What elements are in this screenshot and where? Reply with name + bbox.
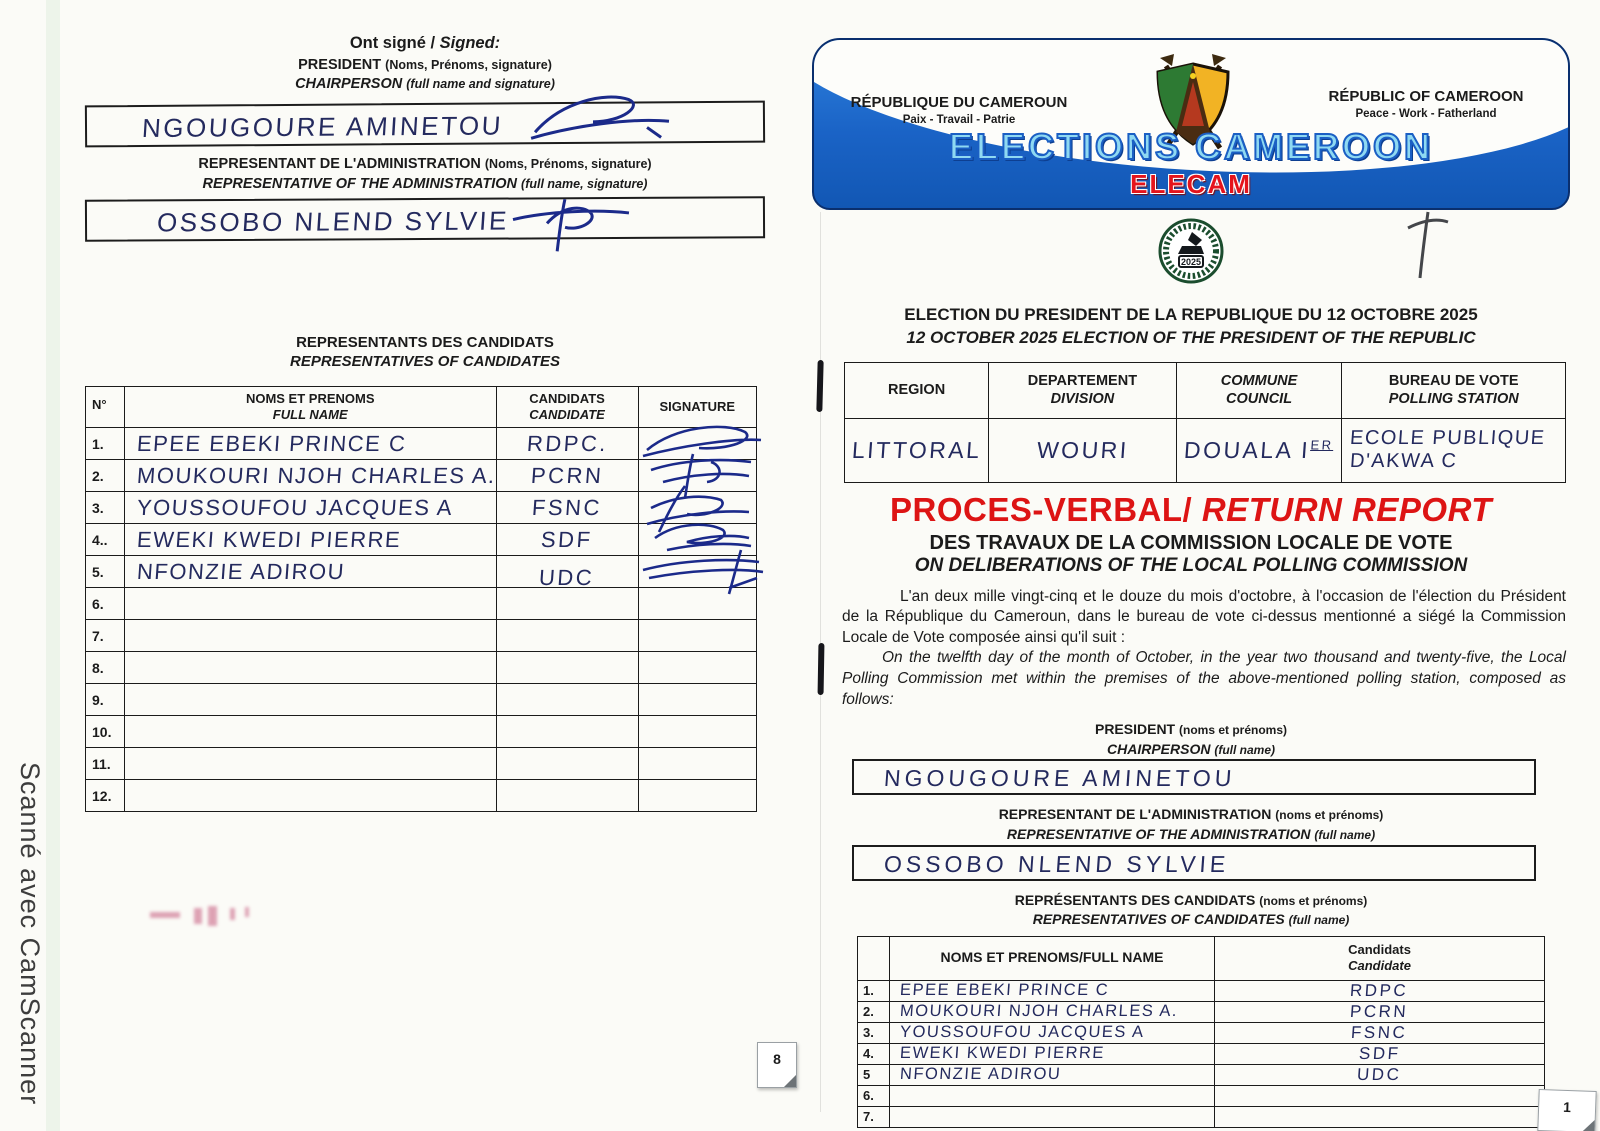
table-row: 11. bbox=[86, 748, 757, 780]
col-name: NOMS ET PRENOMS/FULL NAME bbox=[890, 936, 1215, 980]
location-header-row bbox=[845, 362, 1566, 418]
table-row: 1. EPEE EBEKI PRINCE C RDPC. bbox=[86, 428, 757, 460]
signed-heading-fr: Ont signé / bbox=[349, 34, 436, 52]
scan-edge-strip bbox=[46, 0, 60, 1131]
body-paragraph-fr: L'an deux mille vingt-cinq et le douze du mois d'octobre, à l'occasion de l'élection du Président de la République du Cameroun, dans le bureau de vote ci-dessus mentionné a siégé la Commission Locale de Vote composée ainsi qu'il suit : bbox=[842, 587, 1566, 646]
admin-label: REPRESENTANT DE L'ADMINISTRATION (noms et prénoms) REPRESENTATIVE OF THE ADMINISTRATION (full name) bbox=[998, 806, 1384, 842]
admin-name-handwritten: OSSOBO NLEND SYLVIE bbox=[156, 205, 510, 238]
table-header-row bbox=[858, 936, 1545, 980]
body-paragraph-en: On the twelfth day of the month of October, in the year two thousand and twenty-five, the Local Polling Commission met within the premises of the above-mentioned polling station, composed as follows: bbox=[842, 649, 1566, 708]
admin-name-box bbox=[852, 845, 1536, 881]
table-row: 12. bbox=[86, 780, 757, 812]
table-row: 6. bbox=[86, 588, 757, 620]
rep-candidate: UDC bbox=[1356, 1064, 1403, 1084]
polling-station-value: ECOLE PUBLIQUE D'AKWA C bbox=[1342, 418, 1566, 482]
col-division: DEPARTEMENT DIVISION bbox=[989, 362, 1176, 418]
admin-label-en: REPRESENTATIVE OF THE ADMINISTRATION (full name, signature) bbox=[202, 175, 648, 192]
rep-candidate: FSNC bbox=[1350, 1022, 1409, 1042]
council-value: DOUALA IER bbox=[1183, 436, 1335, 463]
president-label: PRESIDENT (Noms, Prénoms, signature) bbox=[298, 56, 552, 73]
table-row: 7. bbox=[86, 620, 757, 652]
right-page bbox=[812, 38, 1570, 1128]
pv-subtitle-en: ON DELIBERATIONS OF THE LOCAL POLLING COMMISSION bbox=[914, 554, 1468, 576]
left-page bbox=[85, 32, 765, 812]
table-row: 2. MOUKOURI NJOH CHARLES A. PCRN bbox=[858, 1001, 1545, 1022]
rep-candidate: PCRN bbox=[530, 462, 605, 488]
col-number bbox=[858, 936, 890, 980]
faint-ink-stamp bbox=[150, 902, 280, 932]
table-row: 3. YOUSSOUFOU JACQUES A FSNC bbox=[86, 492, 757, 524]
page-number-badge-left: 8 bbox=[757, 1042, 797, 1088]
svg-text:2025: 2025 bbox=[1180, 257, 1202, 267]
location-table bbox=[844, 362, 1566, 483]
col-candidate: CANDIDATS CANDIDATE bbox=[496, 386, 638, 428]
table-row: 5. NFONZIE ADIROU UDC bbox=[86, 556, 757, 588]
table-row: 9. bbox=[86, 684, 757, 716]
table-row: 7. bbox=[858, 1106, 1545, 1127]
rep-name: EWEKI KWEDI PIERRE bbox=[899, 1044, 1106, 1063]
country-title-en: RÉPUBLIC OF CAMEROON Peace - Work - Fatherland bbox=[1328, 88, 1524, 120]
reps-title: REPRÉSENTANTS DES CANDIDATS (noms et prénoms) REPRESENTATIVES OF CANDIDATES (full name) bbox=[1014, 891, 1368, 928]
admin-name-handwritten: OSSOBO NLEND SYLVIE bbox=[883, 850, 1231, 877]
col-polling-station: BUREAU DE VOTE POLLING STATION bbox=[1342, 362, 1566, 418]
president-label: PRESIDENT (noms et prénoms) CHAIRPERSON (full name) bbox=[1094, 721, 1288, 757]
reps-title: REPRESENTANTS DES CANDIDATS REPRESENTATIVES OF CANDIDATES bbox=[289, 334, 561, 370]
rep-name: NFONZIE ADIROU bbox=[899, 1065, 1062, 1084]
location-values-row bbox=[845, 418, 1566, 482]
signed-heading bbox=[85, 32, 765, 95]
representatives-table bbox=[85, 386, 757, 813]
table-row: 8. bbox=[86, 652, 757, 684]
rep-candidate: RDPC bbox=[1349, 980, 1410, 1000]
col-council: COMMUNE COUNCIL bbox=[1176, 362, 1342, 418]
table-row: 2. MOUKOURI NJOH CHARLES A. PCRN bbox=[86, 460, 757, 492]
rep-candidate: FSNC bbox=[531, 494, 603, 520]
table-row: 4. EWEKI KWEDI PIERRE SDF bbox=[858, 1043, 1545, 1064]
rep-name: MOUKOURI NJOH CHARLES A. bbox=[899, 1002, 1179, 1021]
division-value: WOURI bbox=[1035, 436, 1130, 463]
handwritten-pen-mark bbox=[1398, 206, 1452, 284]
rep-name: EWEKI KWEDI PIERRE bbox=[136, 526, 402, 552]
representatives-table bbox=[857, 936, 1545, 1128]
elecam-banner bbox=[812, 38, 1570, 210]
president-signature-scribble bbox=[527, 87, 677, 158]
region-value: LITTORAL bbox=[850, 436, 983, 463]
table-row: 6. bbox=[858, 1085, 1545, 1106]
election-2025-logo-icon bbox=[1158, 218, 1224, 288]
president-name-handwritten: NGOUGOURE AMINETOU bbox=[141, 110, 504, 144]
rep-name: YOUSSOUFOU JACQUES A bbox=[136, 494, 454, 520]
col-name: NOMS ET PRENOMS FULL NAME bbox=[124, 386, 496, 428]
table-row: 1. EPEE EBEKI PRINCE C RDPC bbox=[858, 980, 1545, 1001]
org-abbr: ELECAM bbox=[1130, 169, 1252, 199]
admin-signature-box bbox=[85, 196, 765, 242]
camscanner-watermark: Scanné avec CamScanner bbox=[15, 762, 45, 1106]
col-signature: SIGNATURE bbox=[638, 386, 756, 428]
admin-signature-scribble bbox=[507, 193, 637, 264]
pv-subtitle-fr: DES TRAVAUX DE LA COMMISSION LOCALE DE VOTE bbox=[929, 531, 1453, 554]
country-title-fr: RÉPUBLIQUE DU CAMEROUN Paix - Travail - Patrie bbox=[850, 94, 1068, 126]
table-row: 3. YOUSSOUFOU JACQUES A FSNC bbox=[858, 1022, 1545, 1043]
election-title: ELECTION DU PRESIDENT DE LA REPUBLIQUE DU 12 OCTOBRE 2025 12 OCTOBER 2025 ELECTION OF THE PRESIDENT OF THE REPUBLIC bbox=[904, 305, 1478, 347]
rep-candidate: PCRN bbox=[1349, 1001, 1410, 1021]
table-row: 4.. EWEKI KWEDI PIERRE SDF bbox=[86, 524, 757, 556]
body-paragraphs bbox=[842, 587, 1566, 711]
rep-candidate: UDC bbox=[538, 564, 596, 590]
rep-candidate: RDPC. bbox=[525, 430, 609, 456]
table-row: 10. bbox=[86, 716, 757, 748]
page-number-badge-right: 1 bbox=[1537, 1089, 1596, 1131]
rep-name: MOUKOURI NJOH CHARLES A. bbox=[136, 462, 497, 488]
president-signature-box bbox=[85, 101, 765, 148]
rep-name: EPEE EBEKI PRINCE C bbox=[899, 981, 1110, 1000]
president-name-handwritten: NGOUGOURE AMINETOU bbox=[883, 765, 1237, 792]
rep-name: YOUSSOUFOU JACQUES A bbox=[899, 1023, 1146, 1042]
rep-candidate: SDF bbox=[540, 526, 594, 552]
logo-row bbox=[812, 210, 1570, 304]
col-number: N° bbox=[86, 386, 125, 428]
chairperson-label: CHAIRPERSON (full name and signature) bbox=[295, 76, 555, 93]
rep-name: NFONZIE ADIROU bbox=[136, 558, 346, 584]
col-region: REGION bbox=[845, 362, 989, 418]
table-row: 5 NFONZIE ADIROU UDC bbox=[858, 1064, 1545, 1085]
admin-label: REPRESENTANT DE L'ADMINISTRATION (Noms, Prénoms, signature) bbox=[198, 156, 652, 173]
rep-name: EPEE EBEKI PRINCE C bbox=[136, 430, 408, 456]
pv-title: PROCES-VERBAL/ RETURN REPORT bbox=[890, 490, 1492, 528]
signed-heading-en: Signed: bbox=[439, 34, 501, 52]
col-candidate: Candidats Candidate bbox=[1215, 936, 1545, 980]
org-name: ELECTIONS CAMEROON bbox=[948, 126, 1433, 167]
president-name-box bbox=[852, 759, 1536, 795]
rep-candidate: SDF bbox=[1358, 1043, 1401, 1063]
